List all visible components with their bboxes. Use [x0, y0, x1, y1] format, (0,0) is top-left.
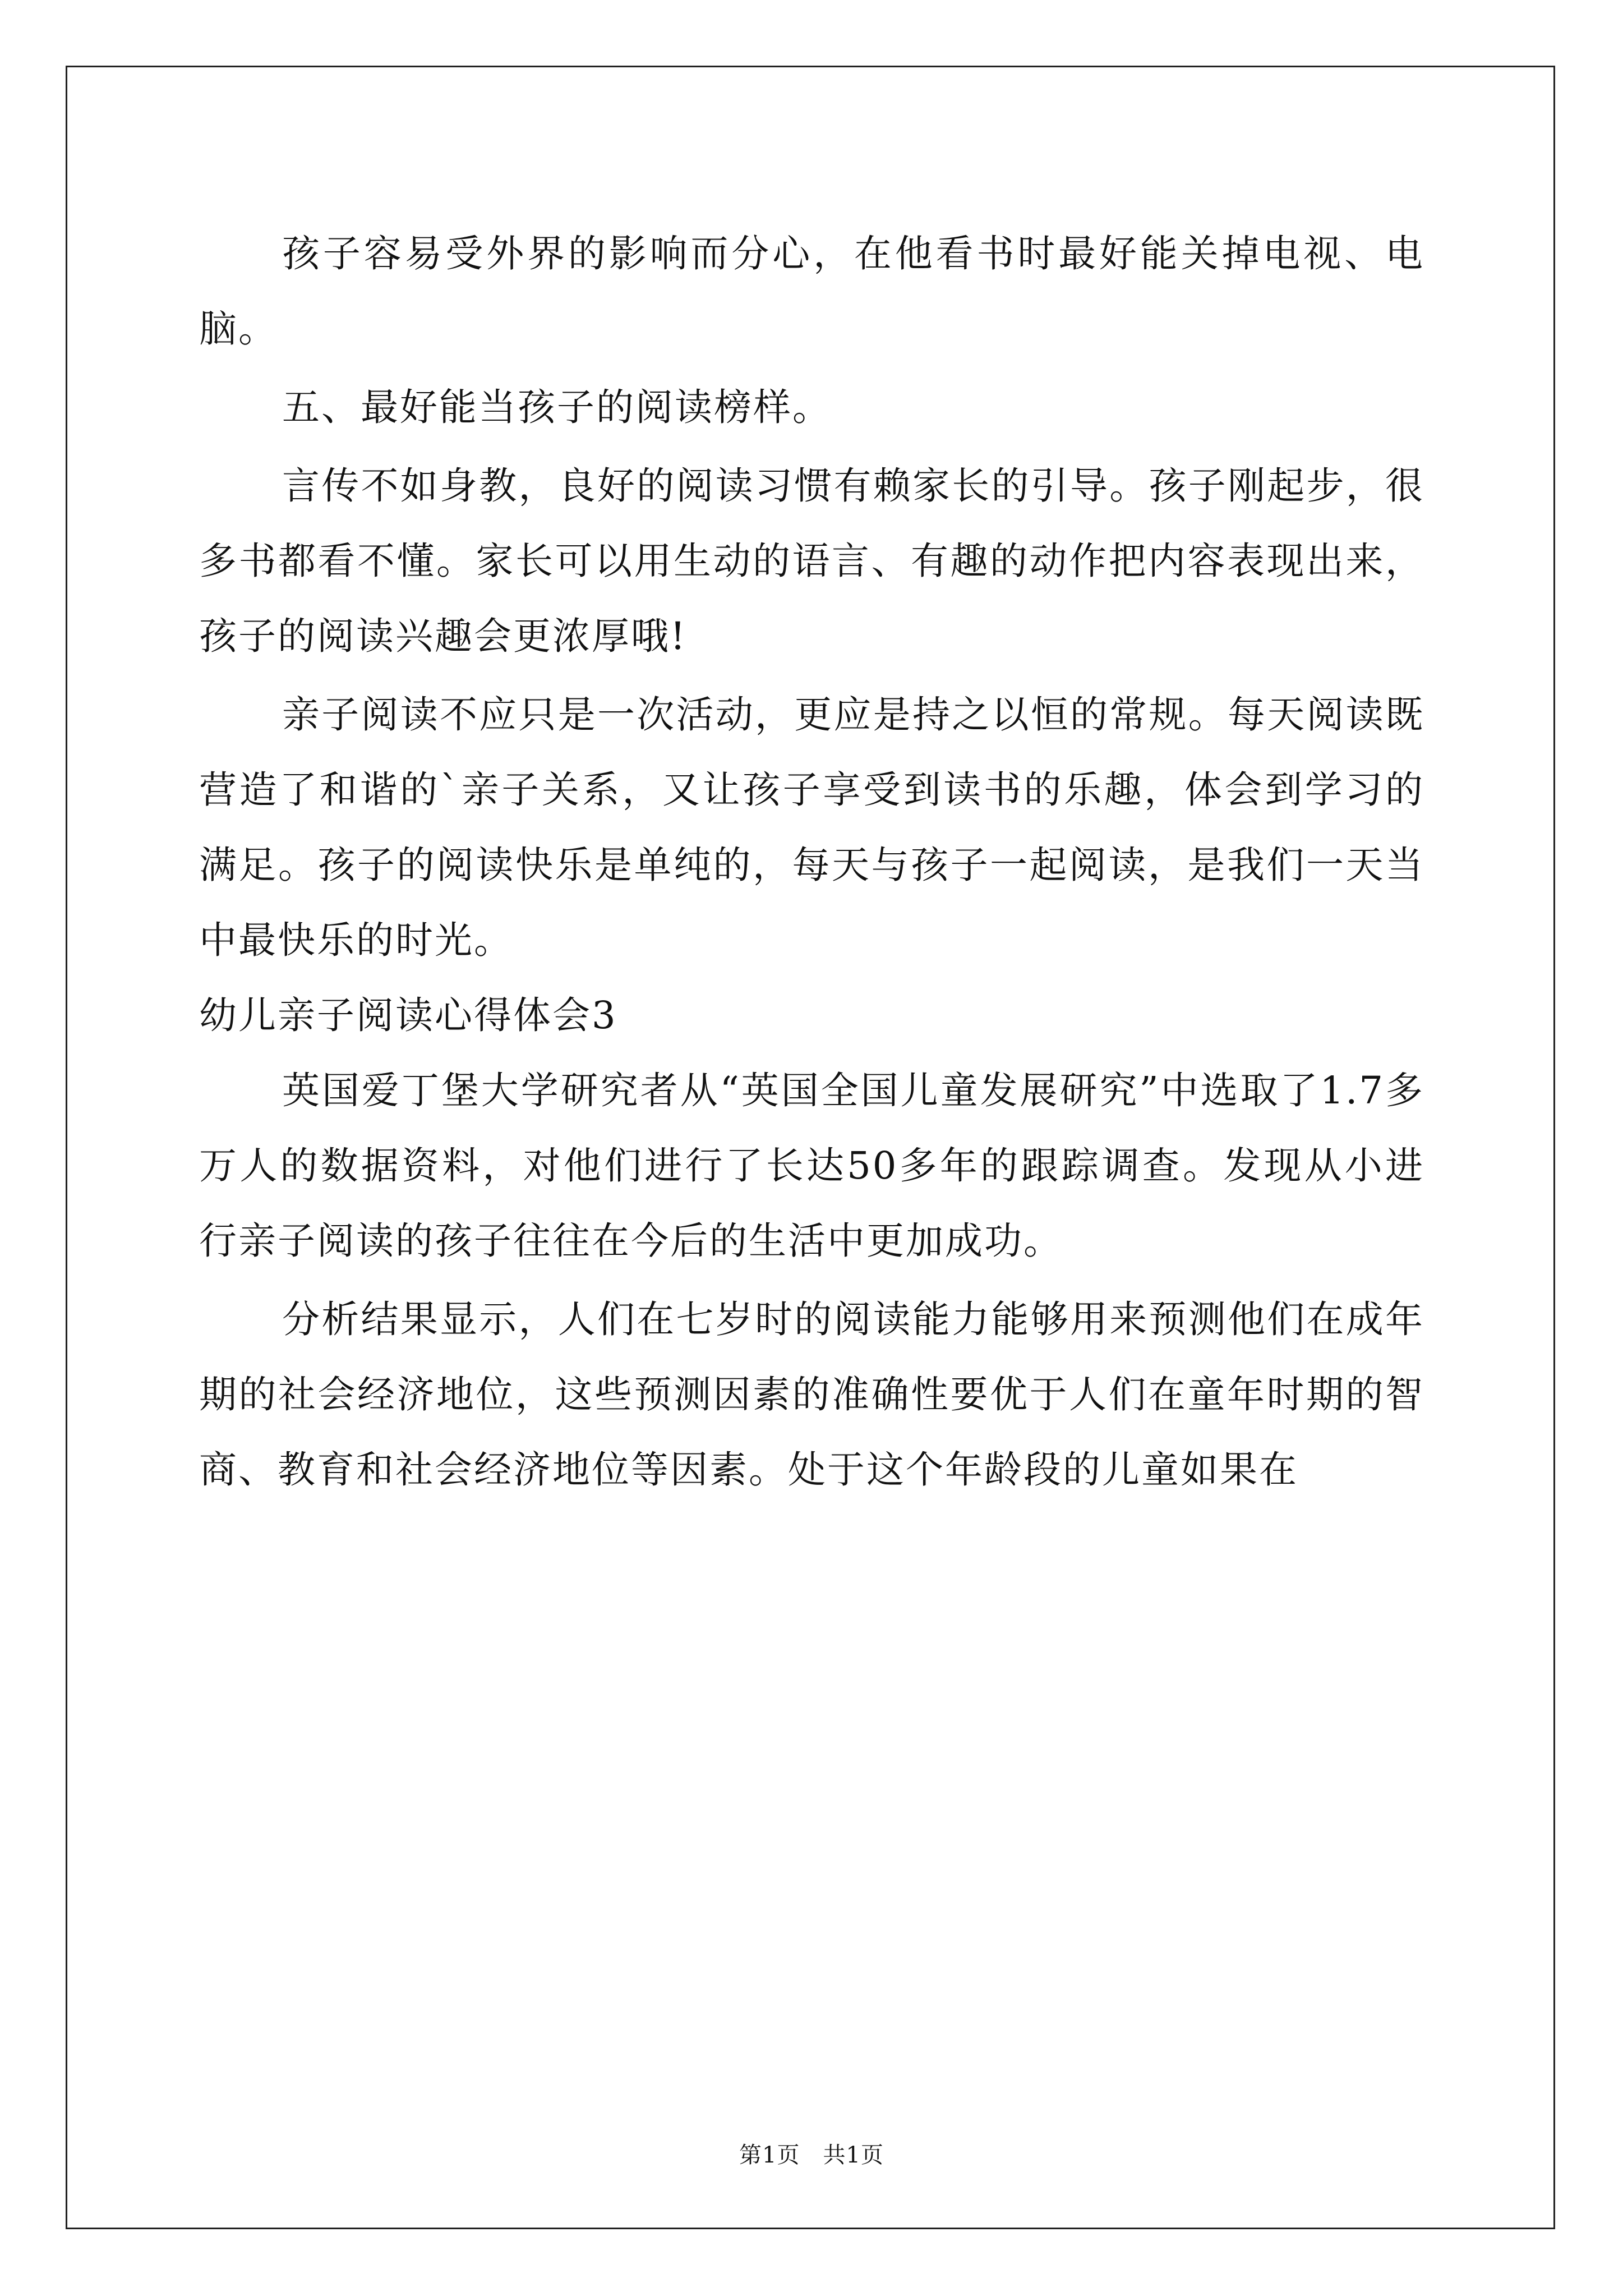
paragraph: 孩子容易受外界的影响而分心，在他看书时最好能关掉电视、电脑。: [199, 232, 1424, 351]
paragraph: 英国爱丁堡大学研究者从“英国全国儿童发展研究”中选取了1.7多万人的数据资料，对他们进行了长达50多年的跟踪调查。发现从小进行亲子阅读的孩子往往在今后的生活中更加成功。: [199, 1069, 1424, 1263]
section-heading-five: 五、最好能当孩子的阅读榜样。: [282, 385, 832, 429]
paragraph: 亲子阅读不应只是一次活动，更应是持之以恒的常规。每天阅读既营造了和谐的`亲子关系，又让孩子享受到读书的乐趣，体会到学习的满足。孩子的阅读快乐是单纯的，每天与孩子一起阅读，是我们一天当中最快乐的时光。: [199, 693, 1424, 962]
document-body: [199, 216, 1424, 1507]
paragraph: 言传不如身教，良好的阅读习惯有赖家长的引导。孩子刚起步，很多书都看不懂。家长可以用生动的语言、有趣的动作把内容表现出来，孩子的阅读兴趣会更浓厚哦!: [199, 464, 1424, 658]
page-footer: 第1页 共1页: [739, 2142, 884, 2168]
paragraph: 分析结果显示，人们在七岁时的阅读能力能够用来预测他们在成年期的社会经济地位，这些预测因素的准确性要优于人们在童年时期的智商、教育和社会经济地位等因素。处于这个年龄段的儿童如果在: [199, 1297, 1424, 1492]
article-title: 幼儿亲子阅读心得体会3: [199, 993, 617, 1037]
